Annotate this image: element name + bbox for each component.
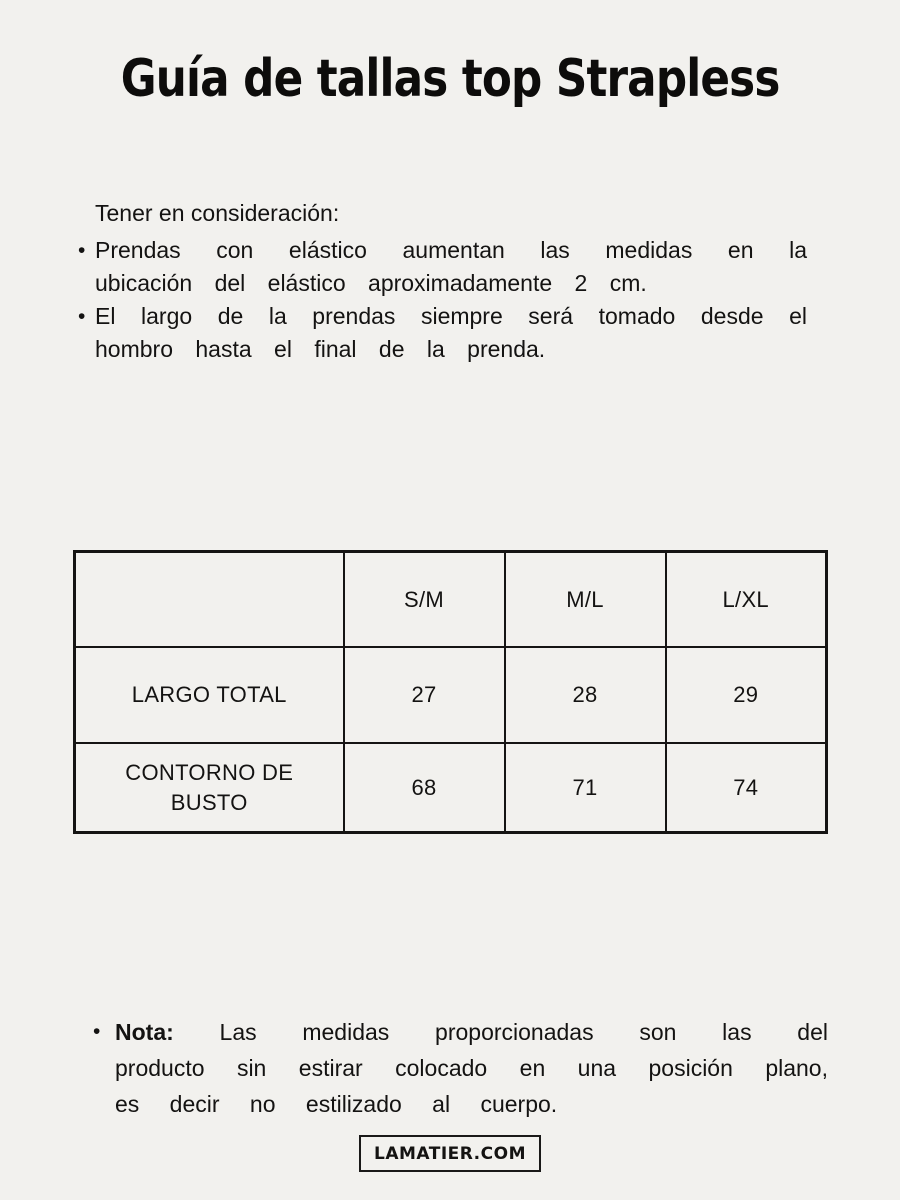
considerations-heading: Tener en consideración: (95, 200, 340, 226)
table-cell-value: 74 (666, 743, 827, 833)
bullet-icon: • (93, 1020, 101, 1043)
table-corner-cell (75, 552, 344, 648)
bullet-icon: • (78, 305, 86, 328)
table-row (75, 743, 827, 833)
table-cell-value: 28 (505, 647, 666, 743)
brand-label: LAMATIER.COM (374, 1144, 526, 1164)
table-header-cell: L/XL (666, 552, 827, 648)
table-header-cell: M/L (505, 552, 666, 648)
note-text-block (115, 1014, 828, 1122)
table-header-cell: S/M (344, 552, 505, 648)
brand-box (359, 1135, 541, 1172)
title-bar (0, 48, 900, 110)
consideration-item (78, 300, 807, 366)
bullet-icon: • (78, 239, 86, 262)
table-cell-value: 68 (344, 743, 505, 833)
page-title: Guía de tallas top Strapless (120, 49, 780, 109)
note-section (93, 1014, 828, 1122)
table-cell-value: 29 (666, 647, 827, 743)
note-label: Nota: (115, 1019, 174, 1045)
considerations-section (78, 198, 807, 366)
note-text: Las medidas proporcionadas son las del producto sin estirar colocado en una posición plano, es decir no estilizado al cuerpo. (115, 1019, 828, 1117)
consideration-item (78, 234, 807, 300)
table-row (75, 647, 827, 743)
consideration-text: Prendas con elástico aumentan las medidas en la ubicación del elástico aproximadamente 2 cm. (95, 237, 807, 296)
table-cell-value: 71 (505, 743, 666, 833)
table-row-label: LARGO TOTAL (75, 647, 344, 743)
consideration-text: El largo de la prendas siempre será tomado desde el hombro hasta el final de la prenda. (95, 303, 807, 362)
table-cell-value: 27 (344, 647, 505, 743)
size-table-header-row (75, 552, 827, 648)
table-row-label: CONTORNO DE BUSTO (75, 743, 344, 833)
size-table (73, 550, 828, 834)
